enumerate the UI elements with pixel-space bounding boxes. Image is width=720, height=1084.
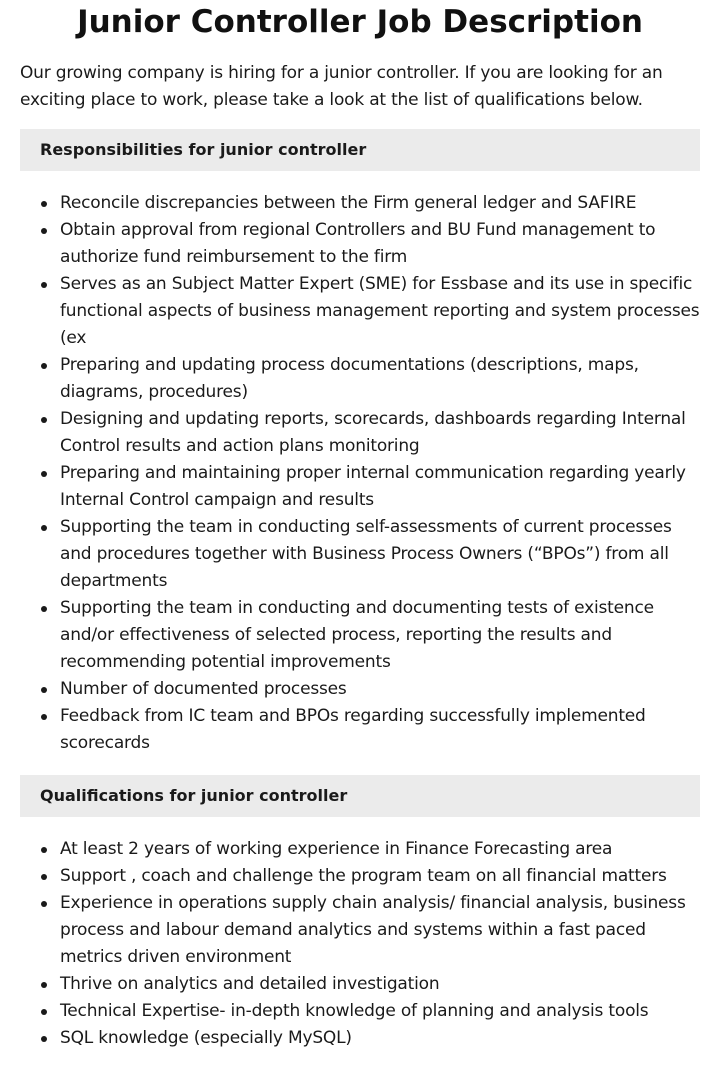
list-item xyxy=(20,595,700,676)
list-item xyxy=(20,836,700,863)
responsibilities-list xyxy=(20,190,700,757)
list-item xyxy=(20,271,700,352)
bullet-icon xyxy=(41,282,47,288)
list-item-text: SQL knowledge (especially MySQL) xyxy=(60,1028,352,1048)
list-item xyxy=(20,190,700,217)
list-item-text: Technical Expertise- in-depth knowledge of planning and analysis tools xyxy=(60,1001,649,1021)
list-item xyxy=(20,863,700,890)
list-item-text: Thrive on analytics and detailed investigation xyxy=(60,974,440,994)
bullet-icon xyxy=(41,901,47,907)
list-item-text: Designing and updating reports, scorecards, dashboards regarding Internal Control results and action plans monitoring xyxy=(60,409,686,456)
list-item-text: Serves as an Subject Matter Expert (SME) for Essbase and its use in specific functional aspects of business management reporting and system processes (ex xyxy=(60,274,700,348)
list-item xyxy=(20,406,700,460)
bullet-icon xyxy=(41,201,47,207)
list-item xyxy=(20,971,700,998)
bullet-icon xyxy=(41,714,47,720)
list-item xyxy=(20,217,700,271)
bullet-icon xyxy=(41,847,47,853)
responsibilities-heading: Responsibilities for junior controller xyxy=(20,129,700,171)
bullet-icon xyxy=(41,363,47,369)
bullet-icon xyxy=(41,417,47,423)
list-item-text: At least 2 years of working experience in Finance Forecasting area xyxy=(60,839,613,859)
bullet-icon xyxy=(41,982,47,988)
list-item xyxy=(20,998,700,1025)
list-item xyxy=(20,703,700,757)
bullet-icon xyxy=(41,471,47,477)
bullet-icon xyxy=(41,228,47,234)
list-item-text: Reconcile discrepancies between the Firm general ledger and SAFIRE xyxy=(60,193,637,213)
bullet-icon xyxy=(41,606,47,612)
qualifications-heading: Qualifications for junior controller xyxy=(20,775,700,817)
intro-paragraph: Our growing company is hiring for a junior controller. If you are looking for an exciting place to work, please take a look at the list of qualifications below. xyxy=(20,63,663,110)
list-item-text: Preparing and maintaining proper internal communication regarding yearly Internal Control campaign and results xyxy=(60,463,686,510)
list-item xyxy=(20,514,700,595)
list-item xyxy=(20,460,700,514)
list-item-text: Experience in operations supply chain analysis/ financial analysis, business process and labour demand analytics and systems within a fast paced metrics driven environment xyxy=(60,893,686,967)
list-item-text: Feedback from IC team and BPOs regarding successfully implemented scorecards xyxy=(60,706,646,753)
list-item xyxy=(20,1025,700,1052)
list-item-text: Supporting the team in conducting self-assessments of current processes and procedures together with Business Process Owners (“BPOs”) from all departments xyxy=(60,517,672,591)
list-item-text: Supporting the team in conducting and documenting tests of existence and/or effectiveness of selected process, reporting the results and recommending potential improvements xyxy=(60,598,654,672)
bullet-icon xyxy=(41,874,47,880)
bullet-icon xyxy=(41,687,47,693)
list-item xyxy=(20,352,700,406)
page-title: Junior Controller Job Description xyxy=(77,4,643,40)
list-item xyxy=(20,890,700,971)
qualifications-list xyxy=(20,836,700,1052)
bullet-icon xyxy=(41,525,47,531)
list-item-text: Obtain approval from regional Controllers and BU Fund management to authorize fund reimbursement to the firm xyxy=(60,220,656,267)
list-item-text: Preparing and updating process documentations (descriptions, maps, diagrams, procedures) xyxy=(60,355,639,402)
list-item-text: Number of documented processes xyxy=(60,679,347,699)
bullet-icon xyxy=(41,1036,47,1042)
list-item-text: Support , coach and challenge the program team on all financial matters xyxy=(60,866,667,886)
list-item xyxy=(20,676,700,703)
bullet-icon xyxy=(41,1009,47,1015)
